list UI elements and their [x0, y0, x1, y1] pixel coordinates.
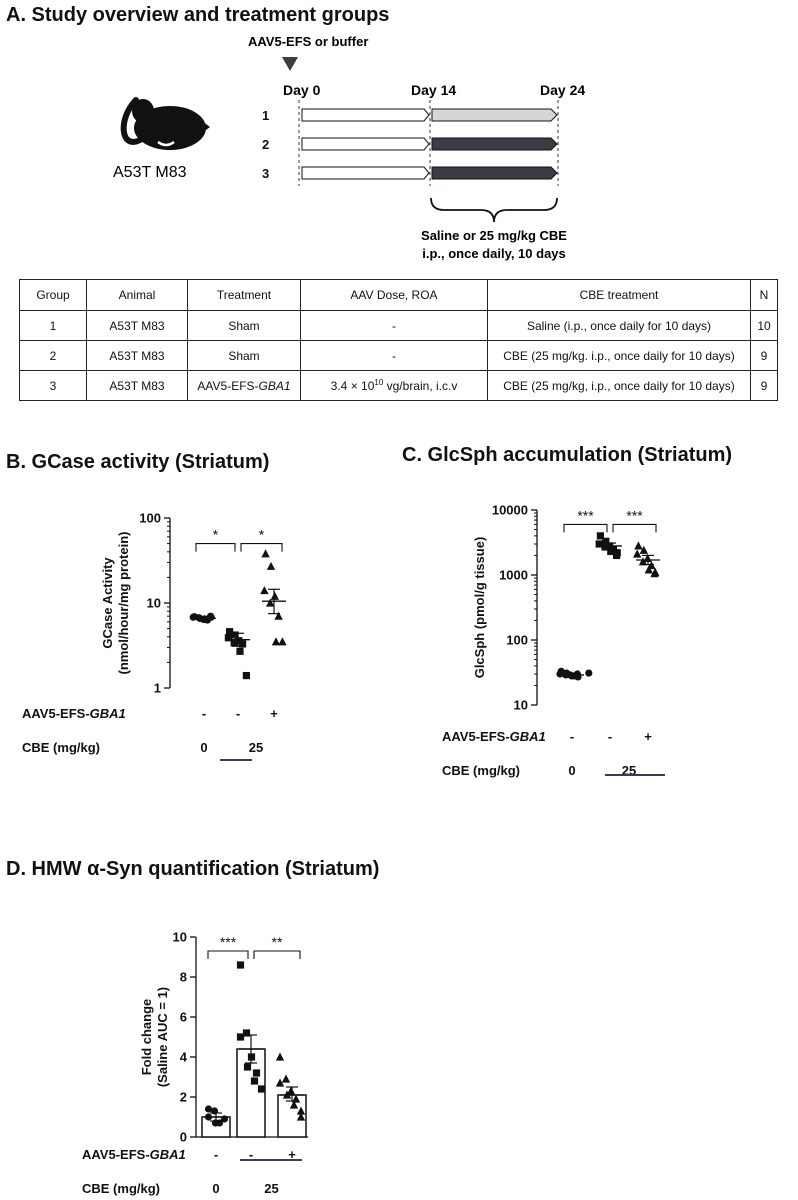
data-point	[267, 562, 275, 570]
cbe-value-25: 25	[621, 763, 637, 778]
significance-label: ***	[577, 507, 594, 524]
significance-bracket	[196, 544, 235, 552]
significance-label: *	[258, 526, 265, 543]
table-row	[20, 311, 778, 341]
arm-phase-1-arrow	[302, 109, 429, 121]
significance-bracket	[254, 951, 300, 959]
data-point	[236, 648, 243, 655]
aav-value: +	[288, 1147, 296, 1162]
cell-group: 2	[20, 341, 87, 371]
aav-value: -	[248, 1147, 254, 1162]
aav-row-label-gene: GBA1	[149, 1147, 186, 1162]
data-point	[282, 1075, 290, 1083]
cell-n: 9	[751, 371, 778, 401]
mouse-icon	[124, 99, 210, 150]
y-tick-label: 4	[179, 1049, 187, 1065]
column-header-n: N	[751, 280, 778, 311]
cbe-row-label: CBE (mg/kg)	[22, 740, 100, 755]
injection-label: AAV5-EFS or buffer	[248, 34, 369, 49]
data-point	[278, 637, 286, 645]
arm-phase-1-arrow	[302, 167, 429, 179]
aav-value: -	[235, 706, 241, 721]
aav-value: -	[201, 706, 207, 721]
table-row	[20, 371, 778, 401]
cbe-row-label: CBE (mg/kg)	[442, 763, 520, 778]
y-tick-label: 6	[179, 1009, 187, 1025]
data-point	[244, 1063, 251, 1070]
treatment-gene: GBA1	[258, 378, 291, 393]
treatment-groups-table	[19, 279, 778, 401]
panel-c-title: C. GlcSph accumulation (Striatum)	[402, 444, 733, 466]
y-tick-label: 1	[153, 680, 161, 696]
dose-exponent: 10	[374, 378, 384, 387]
y-tick-label: 10000	[491, 502, 528, 518]
arm-label: 2	[262, 137, 270, 152]
aav-row-label-prefix: AAV5-EFS-	[22, 706, 90, 721]
aav-value: -	[607, 729, 613, 744]
significance-label: ***	[219, 934, 237, 950]
aav-value: +	[270, 706, 278, 721]
data-point	[258, 1085, 265, 1092]
treatment-brace	[431, 198, 557, 222]
arm-label: 3	[262, 166, 270, 181]
treatment-text: Sham	[228, 318, 260, 333]
cell-dose	[301, 371, 488, 401]
panel-a-title: A. Study overview and treatment groups	[6, 4, 390, 26]
y-axis-label-line2: (Saline AUC = 1)	[155, 986, 170, 1088]
day-0-label: Day 0	[283, 82, 321, 98]
table-row	[20, 341, 778, 371]
panel-b-title: B. GCase activity (Striatum)	[6, 451, 270, 473]
day-14-label: Day 14	[411, 82, 457, 98]
y-tick-label: 100	[506, 632, 528, 648]
cell-animal: A53T M83	[87, 341, 188, 371]
data-point	[634, 541, 642, 549]
aav-value: -	[569, 729, 575, 744]
y-axis-label: GlcSph (pmol/g tissue)	[472, 536, 487, 679]
significance-bracket	[564, 524, 607, 532]
y-tick-label: 8	[179, 969, 187, 985]
arm-phase-1-arrow	[302, 138, 429, 150]
panel-d-title: D. HMW α-Syn quantification (Striatum)	[6, 858, 380, 880]
y-tick-label: 1000	[499, 567, 528, 583]
y-tick-label: 2	[179, 1089, 187, 1105]
data-point	[260, 586, 268, 594]
timeline-arms	[262, 108, 557, 181]
cell-n: 10	[751, 311, 778, 341]
table-header-row	[20, 280, 778, 311]
data-point	[243, 672, 250, 679]
dose-text: -	[392, 319, 396, 333]
data-point	[613, 552, 620, 559]
aav-row-label-prefix: AAV5-EFS-	[82, 1147, 150, 1162]
y-tick-label: 10	[172, 929, 187, 945]
significance-label: **	[271, 934, 283, 950]
brace-label-line2: i.p., once daily, 10 days	[422, 246, 566, 261]
data-point	[274, 612, 282, 620]
column-header-treatment: Treatment	[188, 280, 301, 311]
cell-cbe: Saline (i.p., once daily for 10 days)	[488, 311, 751, 341]
day-24-label: Day 24	[540, 82, 586, 98]
treatment-text: Sham	[228, 348, 260, 363]
significance-bracket	[241, 544, 282, 552]
y-axis-label: GCase Activity	[100, 557, 115, 649]
aav-row-label	[82, 1147, 186, 1162]
chart-hmw-syn-quantification	[82, 930, 308, 1197]
cbe-value-0: 0	[568, 763, 576, 778]
significance-bracket	[613, 524, 656, 532]
aav-value: -	[213, 1147, 219, 1162]
aav-row-label-gene: GBA1	[89, 706, 126, 721]
y-axis-label-line2: (nmol/hour/mg protein)	[116, 531, 131, 675]
injection-arrow-icon	[282, 57, 298, 71]
arm-phase-2-arrow	[432, 167, 557, 179]
cell-n: 9	[751, 341, 778, 371]
data-point	[585, 669, 592, 676]
cbe-value-0: 0	[200, 740, 208, 755]
cell-group: 1	[20, 311, 87, 341]
data-point	[251, 1077, 258, 1084]
column-header-cbe-treatment: CBE treatment	[488, 280, 751, 311]
y-tick-label: 100	[139, 510, 161, 526]
aav-row-label	[22, 706, 126, 721]
cell-dose	[301, 311, 488, 341]
cell-dose	[301, 341, 488, 371]
dose-mantissa: 3.4 × 10	[330, 379, 375, 393]
aav-value: +	[644, 729, 652, 744]
data-point	[276, 1053, 284, 1061]
animal-label: A53T M83	[113, 164, 187, 181]
aav-row-label	[442, 729, 546, 744]
study-timeline	[113, 34, 585, 261]
arm-phase-2-arrow	[432, 109, 557, 121]
cell-animal: A53T M83	[87, 371, 188, 401]
cell-treatment	[188, 371, 301, 401]
significance-label: *	[212, 526, 219, 543]
arm-label: 1	[262, 108, 270, 123]
column-header-aav-dose: AAV Dose, ROA	[301, 280, 488, 311]
cell-treatment	[188, 341, 301, 371]
column-header-animal: Animal	[87, 280, 188, 311]
significance-label: ***	[626, 507, 643, 524]
dose-unit: vg/brain, i.c.v	[383, 379, 458, 393]
cbe-value-0: 0	[212, 1181, 220, 1196]
chart-glcsph-accumulation	[442, 503, 665, 779]
y-tick-label: 10	[146, 595, 161, 611]
aav-row-label-prefix: AAV5-EFS-	[442, 729, 510, 744]
data-point	[237, 1033, 244, 1040]
cell-animal: A53T M83	[87, 311, 188, 341]
data-point	[253, 1069, 260, 1076]
data-point	[261, 549, 269, 557]
brace-label-line1: Saline or 25 mg/kg CBE	[421, 228, 567, 243]
cbe-value-25: 25	[248, 740, 264, 755]
arm-phase-2-arrow	[432, 138, 557, 150]
y-axis-label: Fold change	[139, 998, 154, 1076]
dose-text: -	[392, 349, 396, 363]
aav-row-label-gene: GBA1	[509, 729, 546, 744]
column-header-group: Group	[20, 280, 87, 311]
chart-gcase-activity	[22, 511, 287, 761]
significance-bracket	[208, 951, 248, 959]
y-tick-label: 0	[179, 1129, 187, 1145]
cbe-row-label: CBE (mg/kg)	[82, 1181, 160, 1196]
cbe-value-25: 25	[264, 1181, 279, 1196]
cell-cbe: CBE (25 mg/kg. i.p., once daily for 10 days)	[488, 341, 751, 371]
y-tick-label: 10	[513, 697, 528, 713]
cell-group: 3	[20, 371, 87, 401]
cell-treatment	[188, 311, 301, 341]
data-point	[271, 592, 279, 600]
data-point	[237, 961, 244, 968]
cell-cbe: CBE (25 mg/kg, i.p., once daily for 10 days)	[488, 371, 751, 401]
treatment-text: AAV5-EFS-	[197, 378, 259, 393]
